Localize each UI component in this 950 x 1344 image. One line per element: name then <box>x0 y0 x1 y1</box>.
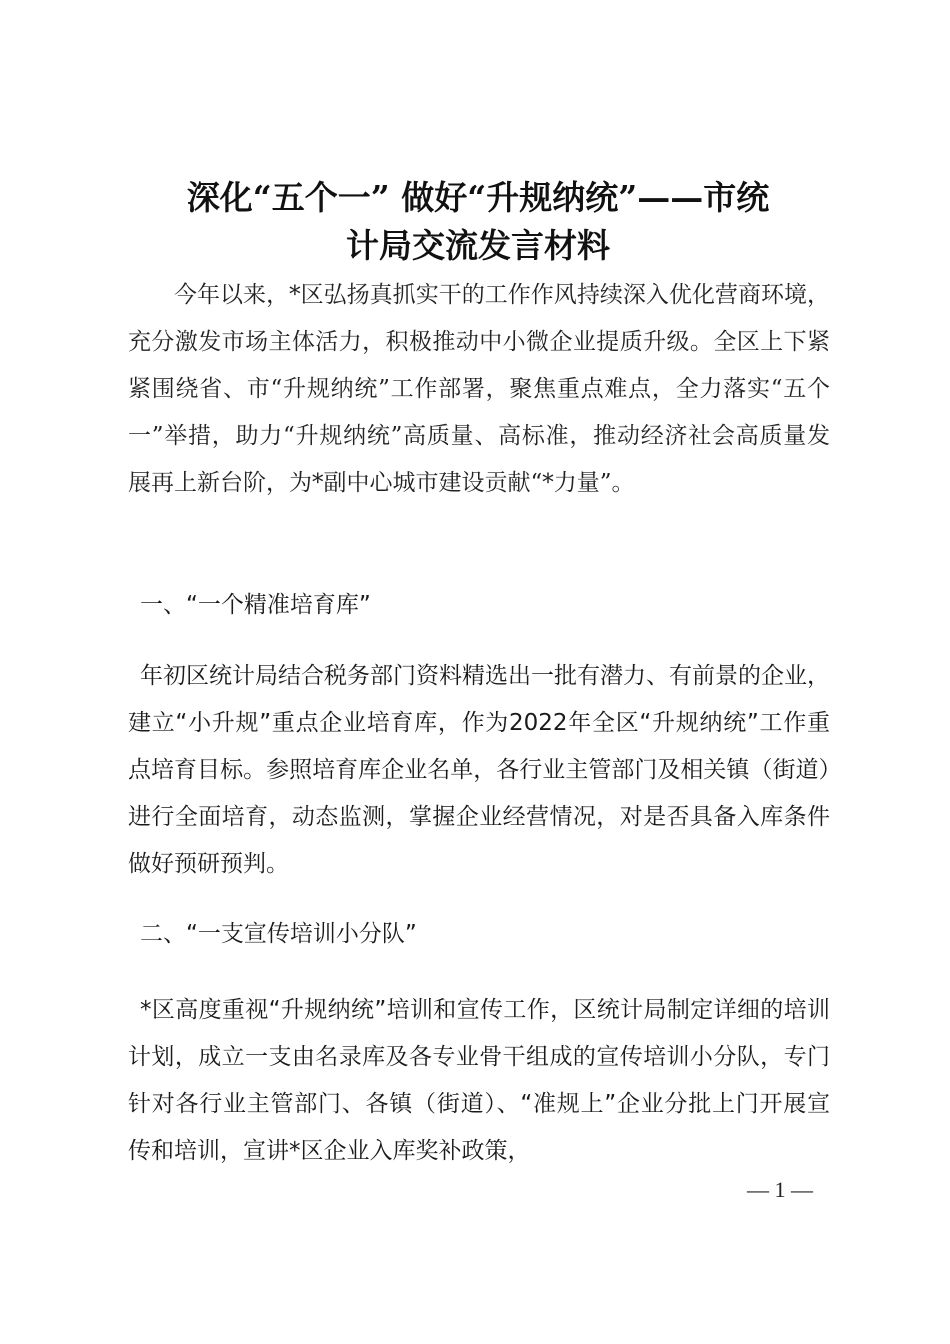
page-number: — 1 — <box>747 1177 813 1202</box>
section-2-body: *区高度重视“升规纳统”培训和宣传工作，区统计局制定详细的培训计划，成立一支由名录库及各专业骨干组成的宣传培训小分队，专门针对各行业主管部门、各镇（街道）、“准规上”企业分批上门开展宣传和培训，宣讲*区企业入库奖补政策， <box>128 997 830 1164</box>
section-1-heading: 一、“一个精准培育库” <box>140 592 371 618</box>
document-title-line-1: 深化“五个一” 做好“升规纳统”——市统 <box>186 178 770 217</box>
section-1-body: 年初区统计局结合税务部门资料精选出一批有潜力、有前景的企业，建立“小升规”重点企业培育库，作为2022年全区“升规纳统”工作重点培育目标。参照培育库企业名单，各行业主管部门及相关镇（街道）进行全面培育，动态监测，掌握企业经营情况，对是否具备入库条件做好预研预判。 <box>128 663 830 877</box>
intro-paragraph: 今年以来，*区弘扬真抓实干的工作作风持续深入优化营商环境，充分激发市场主体活力，积极推动中小微企业提质升级。全区上下紧紧围绕省、市“升规纳统”工作部署，聚焦重点难点，全力落实“五个一”举措，助力“升规纳统”高质量、高标准，推动经济社会高质量发展再上新台阶，为*副中心城市建设贡献“*力量”。 <box>128 282 830 496</box>
section-2-heading: 二、“一支宣传培训小分队” <box>140 921 417 947</box>
document-title-line-2: 计局交流发言材料 <box>346 226 610 265</box>
